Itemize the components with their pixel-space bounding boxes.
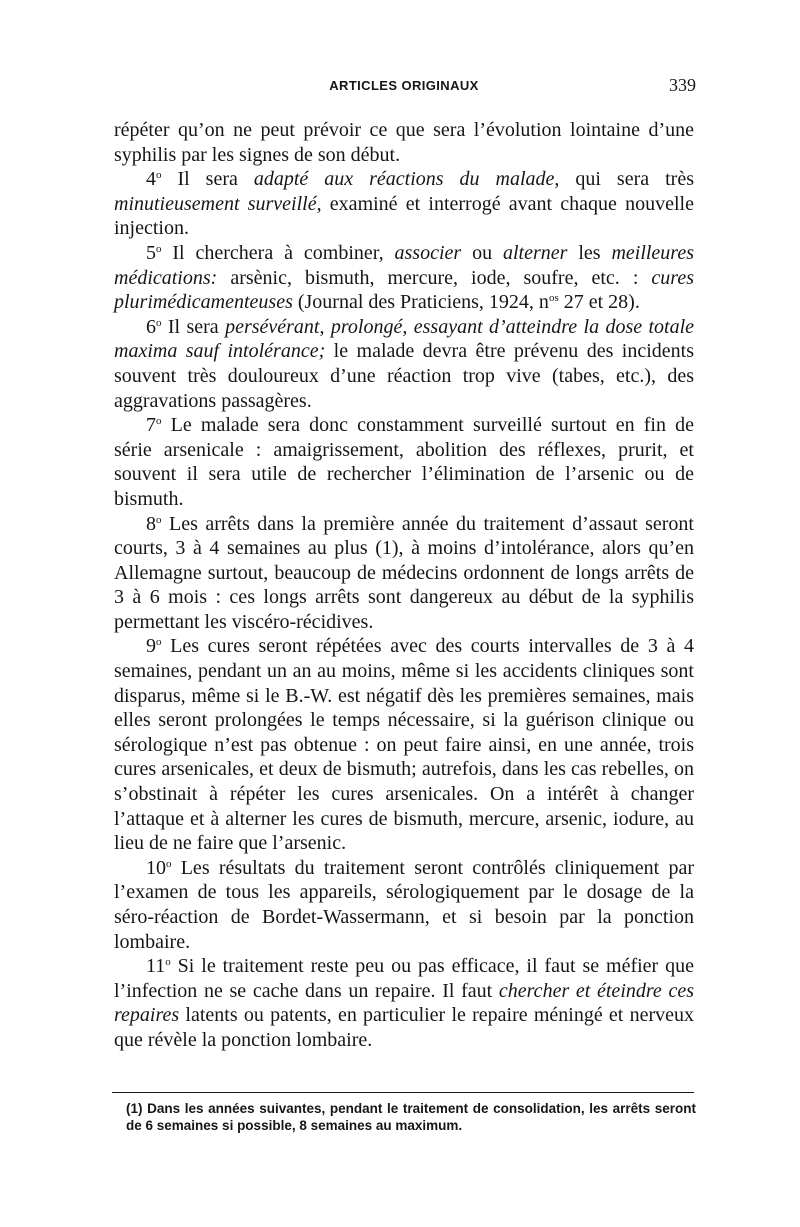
text-run: 4 — [146, 168, 156, 191]
text-run: 5 — [146, 241, 156, 264]
ordinal-superscript: o — [156, 242, 162, 255]
text-run: , qui sera très — [554, 168, 694, 191]
paragraph — [114, 954, 694, 1052]
running-head — [112, 75, 696, 98]
ordinal-superscript: o — [156, 169, 162, 182]
footnote-rule — [112, 1092, 694, 1093]
text-run: , — [402, 315, 414, 338]
italic-text: associer — [394, 241, 462, 264]
text-run: répéter qu’on ne peut prévoir ce que sera l’évolution lointaine d’une syphilis par les signes de son début. — [114, 119, 694, 166]
paragraph — [114, 413, 694, 511]
footnote-text: (1) Dans les années suivantes, pendant le traitement de consolidation, les arrêts seront de 6 semaines si possible, 8 semaines au maximum. — [126, 1101, 696, 1133]
ordinal-superscript: o — [165, 956, 171, 969]
text-run: Les cures seront répétées avec des courts intervalles de 3 à 4 semaines, pendant un an au moins, même si les accidents cliniques sont disparus, même si le B.-W. est négatif dès les premières semaines, mais elles seront prolongées le temps nécessaire, si la guérison clinique ou sérologique n’est pas obtenue : on peut faire ainsi, en une année, trois cures arsenicales, et deux de bismuth; autrefois, dans les cas rebelles, on s’obstinait à répéter les cures arsenicales. On a intérêt à changer l’attaque et à alterner les cures de bismuth, mercure, arsenic, iodure, au lieu de ne faire que l’arsenic. — [114, 635, 694, 855]
paragraph — [114, 512, 694, 635]
text-run: 11 — [146, 955, 166, 978]
text-run: Il sera — [161, 315, 226, 338]
text-run: Il cherchera à combiner, — [161, 241, 395, 264]
page-number: 339 — [669, 75, 696, 95]
italic-text: essayant d’atteindre la dose totale maxima sauf intolérance; — [114, 315, 695, 363]
italic-text: meilleures médications: — [114, 241, 695, 289]
italic-text: persévérant — [225, 315, 320, 338]
text-run: les — [567, 241, 612, 264]
text-run: latents ou patents, en particulier le repaire méningé et nerveux que révèle la ponction lombaire. — [114, 1004, 694, 1051]
text-run: Si le traitement reste peu ou pas efficace, il faut se méfier que l’infection ne se cache dans un repaire. Il faut — [114, 955, 694, 1002]
text-run: 6 — [146, 315, 156, 338]
text-run: , — [319, 315, 331, 338]
ordinal-superscript: os — [548, 292, 559, 305]
text-run: 7 — [146, 414, 156, 437]
text-run: Les arrêts dans la première année du traitement d’assaut seront courts, 3 à 4 semaines au plus (1), à moins d’intolérance, alors qu’en Allemagne surtout, beaucoup de médecins ordonnent de longs arrêts de 3 à 6 mois : ces longs arrêts sont dangereux au début de la syphilis permettant les viscéro-récidives. — [114, 512, 694, 633]
text-run: Le malade sera donc constamment surveillé surtout en fin de série arsenicale : amaigrissement, abolition des réflexes, prurit, et souvent il sera utile de rechercher l’élimination de l’arsenic ou de bismuth. — [114, 414, 694, 510]
text-run: ou — [461, 241, 503, 264]
paragraph — [114, 315, 694, 413]
text-run: Les résultats du traitement seront contrôlés cliniquement par l’examen de tous les appareils, sérologiquement par le dosage de la séro-réaction de Bordet-Wassermann, et si besoin par la ponction lombaire. — [114, 856, 694, 953]
running-title: ARTICLES ORIGINAUX — [329, 78, 479, 93]
italic-text: alterner — [502, 241, 568, 264]
paragraph — [114, 634, 694, 855]
ordinal-superscript: o — [156, 415, 162, 428]
body-text — [114, 118, 694, 1053]
italic-text: minutieusement surveillé — [114, 192, 317, 215]
italic-text: chercher et éteindre ces repaires — [114, 979, 694, 1027]
italic-text: prolongé — [330, 315, 403, 338]
text-run: 10 — [146, 856, 166, 879]
paragraph — [114, 167, 694, 241]
paragraph — [114, 241, 694, 315]
text-run: 27 et 28). — [558, 291, 640, 314]
text-run: 8 — [146, 512, 156, 535]
paragraph — [114, 118, 694, 167]
text-run: (Journal des Praticiens, 1924, n — [292, 291, 549, 314]
text-run: Il sera — [161, 168, 254, 191]
ordinal-superscript: o — [166, 857, 172, 870]
ordinal-superscript: o — [156, 316, 162, 329]
footnote — [112, 1100, 696, 1134]
italic-text: adapté aux réactions du malade — [253, 168, 555, 191]
ordinal-superscript: o — [156, 636, 162, 649]
ordinal-superscript: o — [156, 513, 162, 526]
text-run: arsènic, bismuth, mercure, iode, soufre, etc. : — [217, 266, 652, 289]
text-run: 9 — [146, 635, 156, 658]
text-run: le malade devra être prévenu des incidents souvent très douloureux d’une réaction trop vive (tabes, etc.), des aggravations passagères. — [114, 340, 695, 412]
italic-text: cures plurimédicamenteuses — [114, 266, 694, 314]
paragraph — [114, 856, 694, 954]
text-run: , examiné et interrogé avant chaque nouvelle injection. — [114, 192, 694, 240]
